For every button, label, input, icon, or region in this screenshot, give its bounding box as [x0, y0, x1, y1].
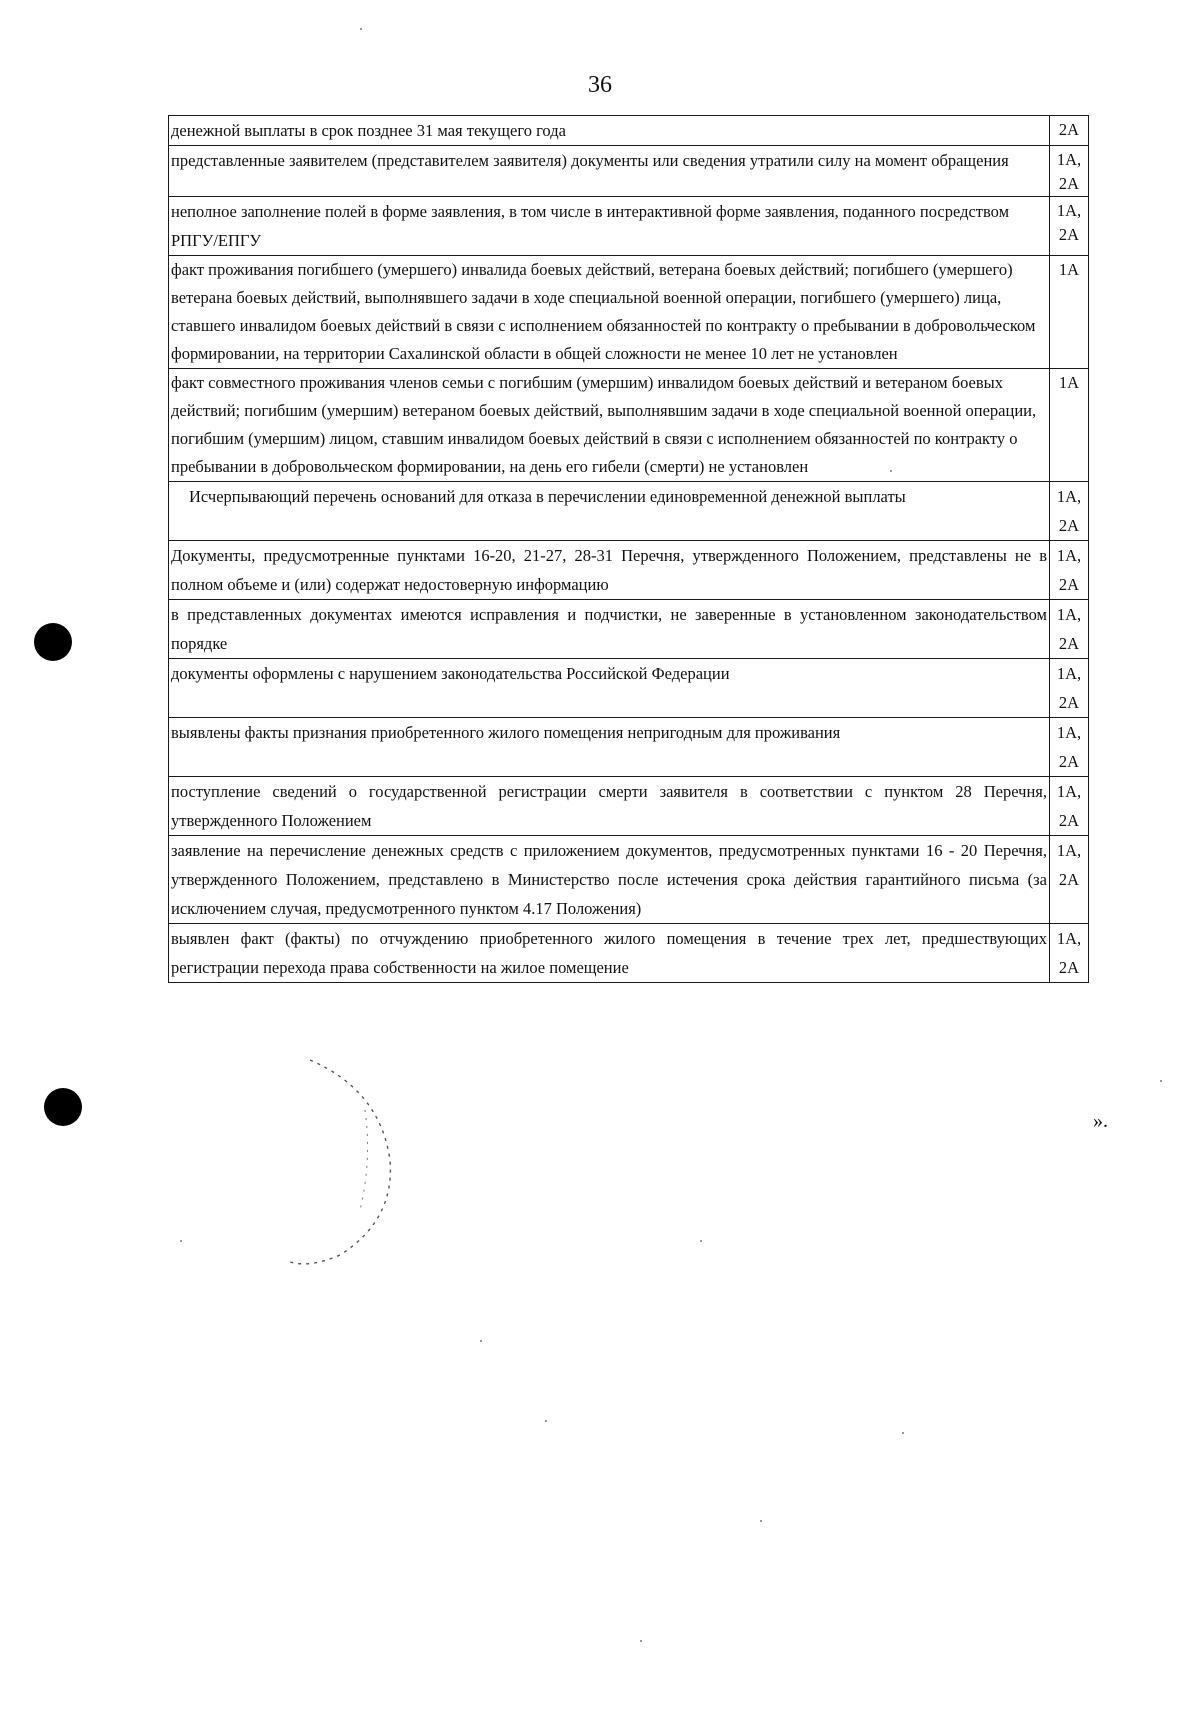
table-row [169, 541, 1089, 600]
table-row [169, 718, 1089, 777]
row-text: документы оформлены с нарушением законодательства Российской Федерации [169, 659, 1050, 718]
row-heading-text: Исчерпывающий перечень оснований для отказа в перечислении единовременной денежной выплаты [169, 482, 1050, 541]
row-code: 1А [1050, 256, 1089, 369]
row-text: денежной выплаты в срок позднее 31 мая текущего года [169, 116, 1050, 146]
table-row [169, 924, 1089, 983]
row-code: 1А, 2А [1050, 718, 1089, 777]
row-code: 1А, 2А [1050, 197, 1089, 256]
table-row [169, 836, 1089, 924]
faint-stamp-trace-icon [270, 1050, 430, 1270]
row-text: заявление на перечисление денежных средств с приложением документов, предусмотренных пунктами 16 - 20 Перечня, утвержденного Положением, представлено в Министерство после истечения срока действия гарантийного письма (за исключением случая, предусмотренного пунктом 4.17 Положения) [169, 836, 1050, 924]
row-text: неполное заполнение полей в форме заявления, в том числе в интерактивной форме заявления, поданного посредством РПГУ/ЕПГУ [169, 197, 1050, 256]
row-code: 1А, 2А [1050, 659, 1089, 718]
row-text: факт совместного проживания членов семьи с погибшим (умершим) инвалидом боевых действий и ветераном боевых действий; погибшим (умершим) ветераном боевых действий, выполнявшим задачи в ходе специальной военной операции, погибшим (умершим) лицом, ставшим инвалидом боевых действий в связи с исполнением обязанностей по контракту о пребывании в добровольческом формировании, на день его гибели (смерти) не установлен [169, 369, 1050, 482]
binder-hole-icon [34, 623, 72, 661]
row-text: факт проживания погибшего (умершего) инвалида боевых действий, ветерана боевых действий; погибшего (умершего) ветерана боевых действий, выполнявшего задачи в ходе специальной военной операции, погибшего (умершего) лица, ставшего инвалидом боевых действий в связи с исполнением обязанностей по контракту о пребывании в добровольческом формировании, на территории Сахалинской области в общей сложности не менее 10 лет не установлен [169, 256, 1050, 369]
table-row [169, 482, 1089, 541]
row-code: 2А [1050, 116, 1089, 146]
row-code: 1А, 2А [1050, 482, 1089, 541]
page-number: 36 [588, 72, 612, 98]
table-row [169, 369, 1089, 482]
table-row [169, 256, 1089, 369]
row-text: в представленных документах имеются исправления и подчистки, не заверенные в установленном законодательством порядке [169, 600, 1050, 659]
row-code: 1А, 2А [1050, 146, 1089, 197]
row-text: поступление сведений о государственной регистрации смерти заявителя в соответствии с пунктом 28 Перечня, утвержденного Положением [169, 777, 1050, 836]
row-text: Документы, предусмотренные пунктами 16-20, 21-27, 28-31 Перечня, утвержденного Положением, представлены не в полном объеме и (или) содержат недостоверную информацию [169, 541, 1050, 600]
row-code: 1А, 2А [1050, 836, 1089, 924]
table-row [169, 197, 1089, 256]
row-code: 1А, 2А [1050, 777, 1089, 836]
row-text: выявлены факты признания приобретенного жилого помещения непригодным для проживания [169, 718, 1050, 777]
row-text: представленные заявителем (представителем заявителя) документы или сведения утратили силу на момент обращения [169, 146, 1050, 197]
row-text: выявлен факт (факты) по отчуждению приобретенного жилого помещения в течение трех лет, предшествующих регистрации перехода права собственности на жилое помещение [169, 924, 1050, 983]
table-row [169, 777, 1089, 836]
table-row [169, 146, 1089, 197]
row-code: 1А, 2А [1050, 541, 1089, 600]
row-code: 1А, 2А [1050, 924, 1089, 983]
binder-hole-icon [44, 1088, 82, 1126]
closing-quote-mark: ». [1093, 1110, 1108, 1132]
table-row [169, 659, 1089, 718]
table-row [169, 600, 1089, 659]
table-row [169, 116, 1089, 146]
refusal-grounds-table [168, 115, 1089, 983]
row-code: 1А [1050, 369, 1089, 482]
row-code: 1А, 2А [1050, 600, 1089, 659]
